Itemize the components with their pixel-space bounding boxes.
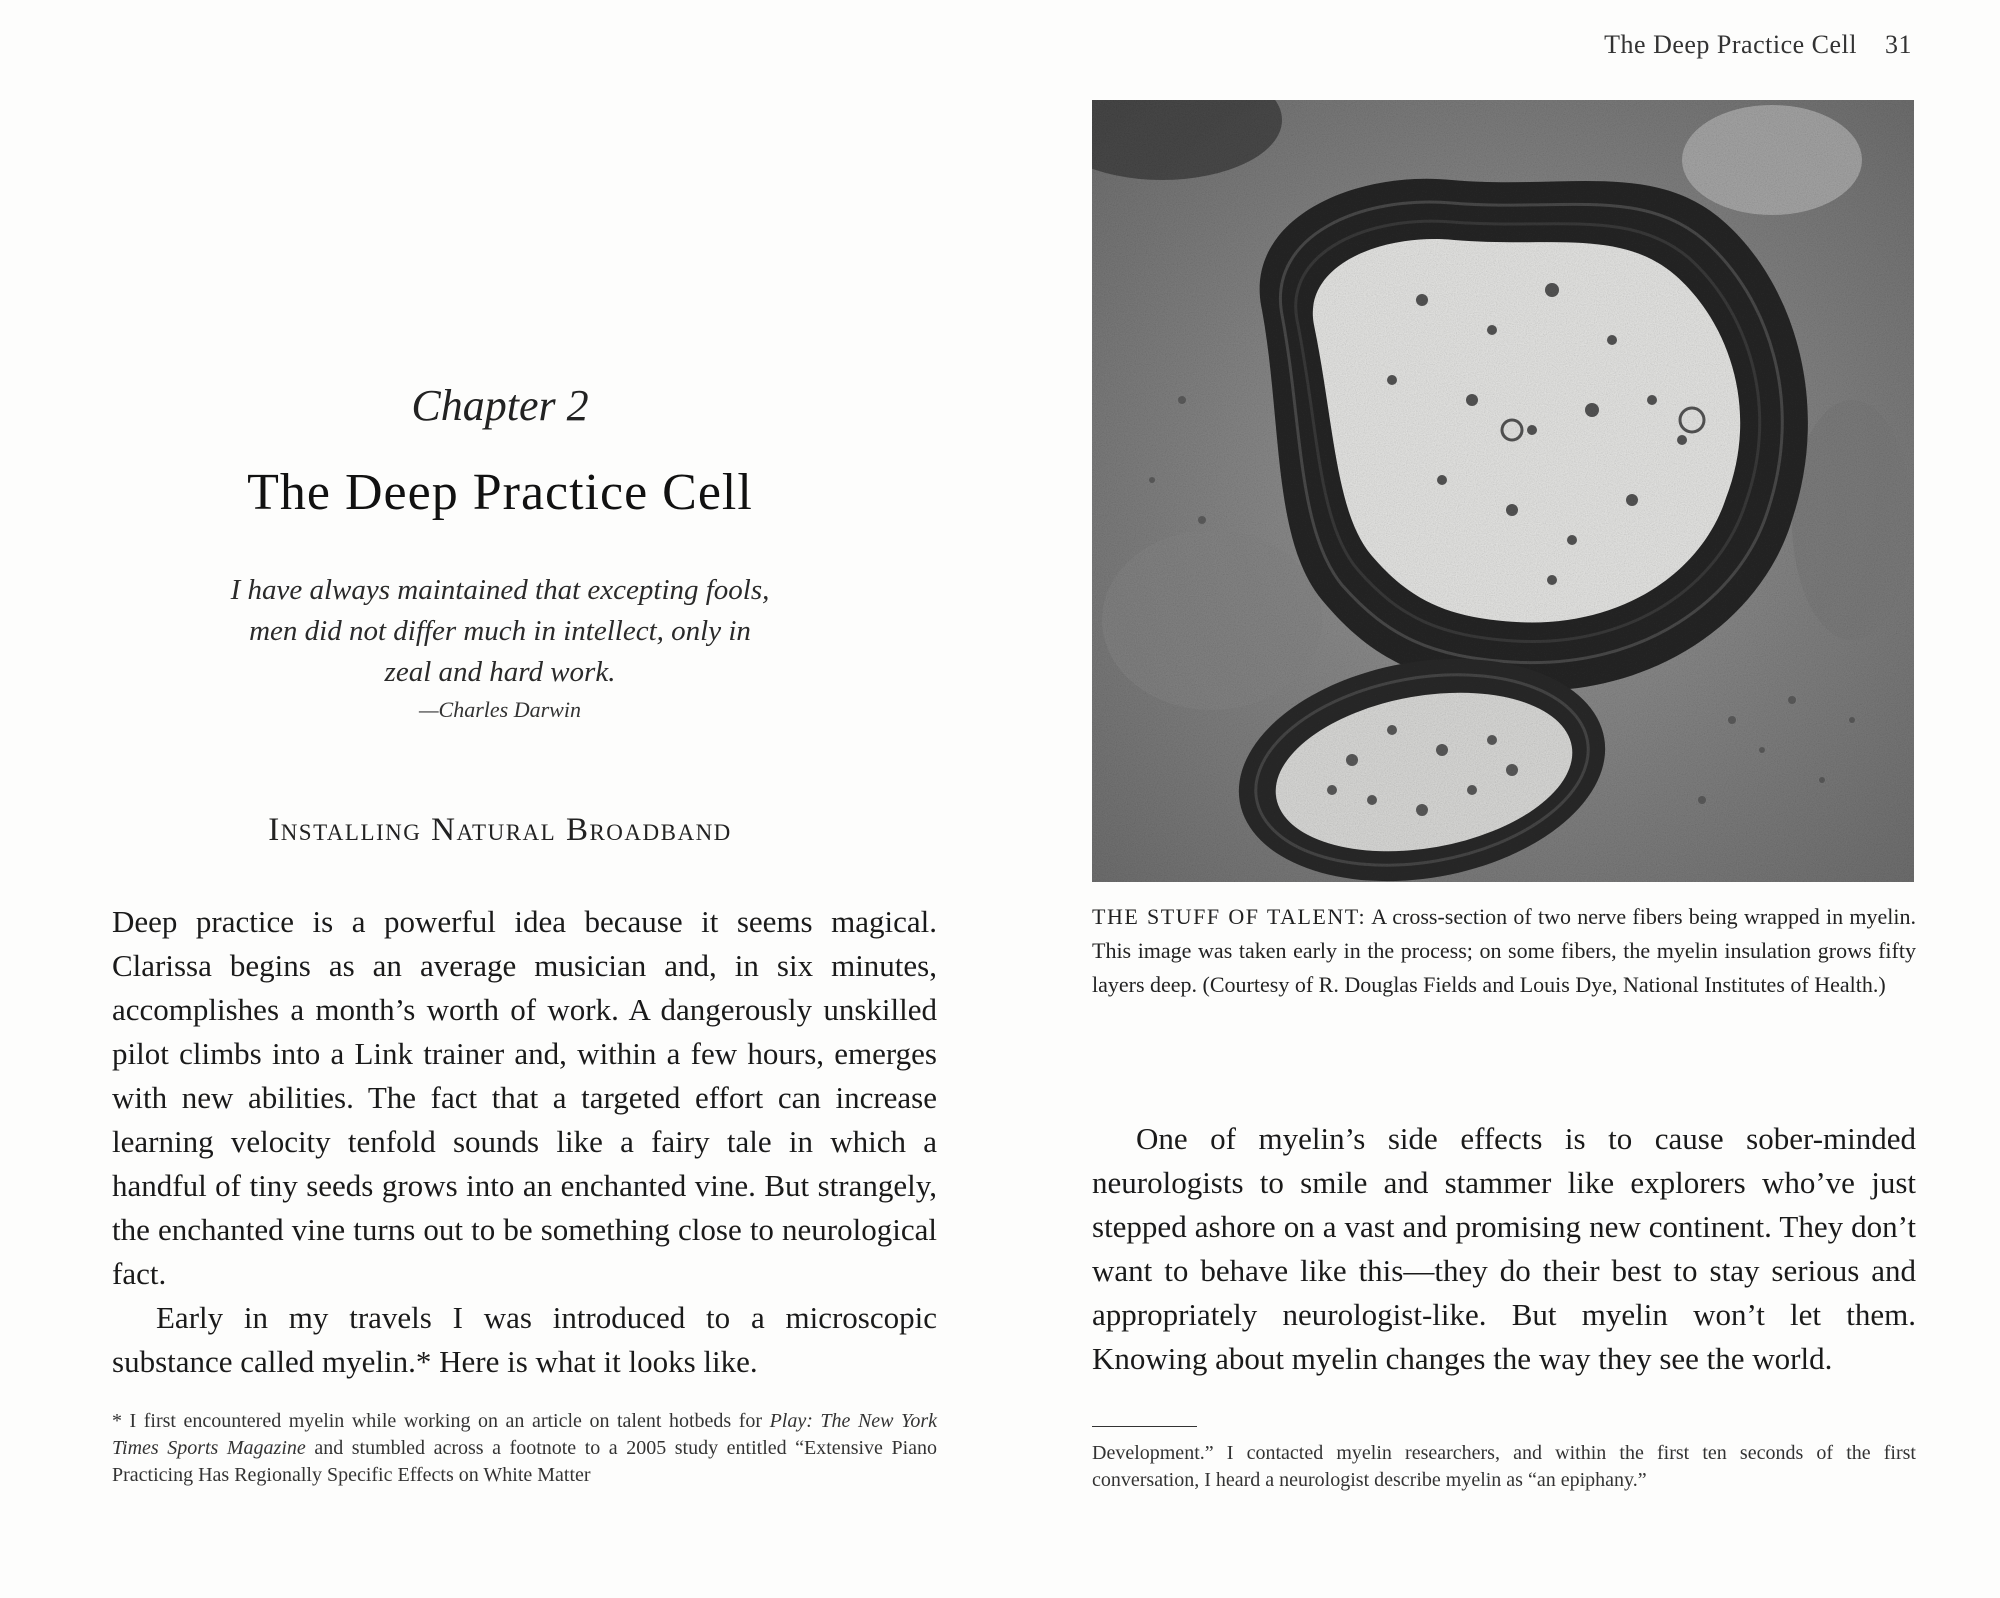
page-number: 31 (1885, 30, 1912, 59)
paragraph: Deep practice is a powerful idea because it seems magical. Clarissa begins as an average musician and, in six minutes, accomplishes a month’s worth of work. A dangerously unskilled pilot climbs into a Link trainer and, within a few hours, emerges with new abilities. The fact that a targeted effort can increase learning velocity tenfold sounds like a fairy tale in which a handful of tiny seeds grows into an enchanted vine. But strangely, the enchanted vine turns out to be something close to neurological fact. (112, 904, 937, 1291)
footnote-continuation: Development.” I contacted myelin researchers, and within the first ten seconds of the first conversation, I heard a neurologist describe myelin as “an epiphany.” (1092, 1442, 1916, 1491)
epigraph-attribution: —Charles Darwin (419, 697, 581, 722)
footnote-rule (1092, 1426, 1197, 1427)
epigraph-line: men did not differ much in intellect, only in (249, 615, 751, 647)
chapter-title: The Deep Practice Cell (247, 464, 753, 521)
body-text (1092, 1117, 1916, 1381)
caption-label: THE STUFF OF TALENT: (1092, 904, 1367, 929)
epigraph (0, 570, 1000, 693)
micrograph-illustration (1092, 100, 1914, 882)
section-heading: Installing Natural Broadband (268, 812, 732, 848)
body-text (112, 900, 937, 1384)
figure-caption (1092, 900, 1916, 1002)
footnote-text: and stumbled across a footnote to a 2005 study entitled “Extensive Piano Practicing Has Regionally Specific Effects on White Matter (112, 1437, 937, 1486)
epigraph-line: I have always maintained that excepting fools, (230, 574, 770, 606)
chapter-label: Chapter 2 (411, 381, 589, 430)
paragraph: One of myelin’s side effects is to cause sober-minded neurologists to smile and stammer like explorers who’ve just stepped ashore on a vast and promising new continent. They don’t want to behave like this—they do their best to stay serious and appropriately neurologist-like. But myelin won’t let them. Knowing about myelin changes the way they see the world. (1092, 1121, 1916, 1376)
footnote-mark: * (112, 1410, 122, 1432)
running-head (1604, 30, 1912, 60)
paragraph: Early in my travels I was introduced to a microscopic substance called myelin.* Here is what it looks like. (112, 1300, 937, 1379)
footnote (112, 1408, 937, 1489)
running-head-title: The Deep Practice Cell (1604, 30, 1857, 59)
footnote-publication-title: Play: The New York Times Sports Magazine (112, 1410, 938, 1459)
epigraph-line: zeal and hard work. (384, 656, 616, 688)
footnote-text: I first encountered myelin while working on an article on talent hotbeds for (129, 1410, 763, 1432)
caption-text: A cross-section of two nerve fibers being wrapped in myelin. This image was taken early in the process; on some fibers, the myelin insulation grows fifty layers deep. (Courtesy of R. Douglas Fields and Louis Dye, National Institutes of Health.) (1092, 904, 1916, 997)
right-page (1000, 0, 2000, 1598)
myelin-micrograph (1092, 100, 1914, 882)
